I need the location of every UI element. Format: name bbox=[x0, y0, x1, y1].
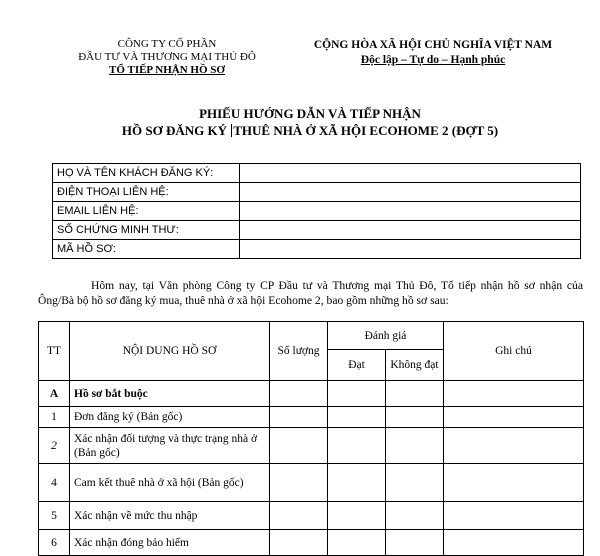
row-content: Xác nhận về mức thu nhập bbox=[70, 502, 270, 530]
company-header bbox=[52, 38, 282, 77]
row-tt: 2 bbox=[39, 428, 70, 464]
country-name: CỘNG HÒA XÃ HỘI CHỦ NGHĨA VIỆT NAM bbox=[313, 39, 553, 51]
col-header-content: NỘI DUNG HỒ SƠ bbox=[70, 322, 270, 381]
customer-info-table bbox=[52, 163, 581, 259]
info-label-id-number: SỐ CHỨNG MINH THƯ: bbox=[53, 221, 240, 240]
col-header-pass: Đạt bbox=[328, 350, 386, 381]
table-row bbox=[39, 530, 584, 556]
row-content: Đơn đăng ký (Bản gốc) bbox=[70, 407, 270, 428]
national-motto bbox=[298, 38, 568, 68]
info-value-file-code[interactable] bbox=[240, 240, 581, 259]
intro-paragraph bbox=[38, 278, 583, 308]
cell bbox=[386, 464, 444, 502]
col-header-quantity: Số lượng bbox=[270, 322, 328, 381]
cell bbox=[386, 530, 444, 556]
cell bbox=[444, 502, 584, 530]
info-value-id-number[interactable] bbox=[240, 221, 581, 240]
row-tt: 1 bbox=[39, 407, 70, 428]
cell bbox=[444, 530, 584, 556]
cell bbox=[270, 464, 328, 502]
section-row bbox=[39, 381, 584, 407]
row-tt: 5 bbox=[39, 502, 70, 530]
title-part2: THUÊ NHÀ Ở XÃ HỘI ECOHOME 2 (ĐỢT 5) bbox=[233, 123, 499, 138]
table-row bbox=[39, 428, 584, 464]
cell bbox=[270, 407, 328, 428]
motto: Độc lập – Tự do – Hạnh phúc bbox=[360, 54, 506, 66]
info-value-fullname[interactable] bbox=[240, 164, 581, 183]
table-row bbox=[39, 407, 584, 428]
cell bbox=[444, 464, 584, 502]
info-value-email[interactable] bbox=[240, 202, 581, 221]
info-row bbox=[53, 240, 581, 259]
table-row bbox=[39, 464, 584, 502]
row-content: Xác nhận đối tượng và thực trạng nhà ở (Bản gốc) bbox=[70, 428, 270, 464]
department-name: TỔ TIẾP NHẬN HỒ SƠ bbox=[109, 64, 225, 76]
row-tt: 6 bbox=[39, 530, 70, 556]
info-value-phone[interactable] bbox=[240, 183, 581, 202]
documents-table bbox=[38, 321, 584, 556]
cell bbox=[328, 530, 386, 556]
col-header-note: Ghi chú bbox=[444, 322, 584, 381]
info-label-file-code: MÃ HỒ SƠ: bbox=[53, 240, 240, 259]
info-row bbox=[53, 202, 581, 221]
header-row bbox=[39, 322, 584, 350]
table-row bbox=[39, 502, 584, 530]
cell bbox=[328, 407, 386, 428]
info-row bbox=[53, 221, 581, 240]
section-label: Hồ sơ bắt buộc bbox=[70, 381, 270, 407]
cell bbox=[328, 464, 386, 502]
info-row bbox=[53, 164, 581, 183]
cell bbox=[444, 428, 584, 464]
section-tt: A bbox=[39, 381, 70, 407]
cell bbox=[270, 530, 328, 556]
intro-text: Hôm nay, tại Văn phòng Công ty CP Đầu tư và Thương mại Thủ Đô, Tổ tiếp nhận hồ sơ nhận của Ông/Bà bộ hồ sơ đăng ký mua, thuê nhà ở xã hội Ecohome 2, bao gồm những hồ sơ sau: bbox=[38, 279, 583, 307]
form-title-line2 bbox=[40, 123, 580, 139]
row-content: Cam kết thuê nhà ở xã hội (Bản gốc) bbox=[70, 464, 270, 502]
cell bbox=[270, 502, 328, 530]
info-label-phone: ĐIỆN THOẠI LIÊN HỆ: bbox=[53, 183, 240, 202]
cell bbox=[328, 502, 386, 530]
form-title-line1: PHIẾU HƯỚNG DẪN VÀ TIẾP NHẬN bbox=[199, 106, 421, 121]
cell bbox=[444, 381, 584, 407]
info-label-email: EMAIL LIÊN HỆ: bbox=[53, 202, 240, 221]
row-tt: 4 bbox=[39, 464, 70, 502]
cell bbox=[386, 381, 444, 407]
title-part1: HỒ SƠ ĐĂNG KÝ bbox=[121, 123, 231, 138]
cell bbox=[386, 428, 444, 464]
col-header-fail: Không đạt bbox=[386, 350, 444, 381]
row-content: Xác nhận đóng bảo hiểm bbox=[70, 530, 270, 556]
cell bbox=[328, 428, 386, 464]
cell bbox=[386, 502, 444, 530]
cell bbox=[270, 381, 328, 407]
cell bbox=[328, 381, 386, 407]
cell bbox=[270, 428, 328, 464]
cell bbox=[386, 407, 444, 428]
company-name-line1: CÔNG TY CỔ PHẦN bbox=[117, 38, 217, 50]
info-label-fullname: HỌ VÀ TÊN KHÁCH ĐĂNG KÝ: bbox=[53, 164, 240, 183]
col-header-tt: TT bbox=[39, 322, 70, 381]
cell bbox=[444, 407, 584, 428]
col-header-evaluation: Đánh giá bbox=[328, 322, 444, 350]
company-name-line2: ĐẦU TƯ VÀ THƯƠNG MẠI THỦ ĐÔ bbox=[78, 51, 256, 63]
info-row bbox=[53, 183, 581, 202]
